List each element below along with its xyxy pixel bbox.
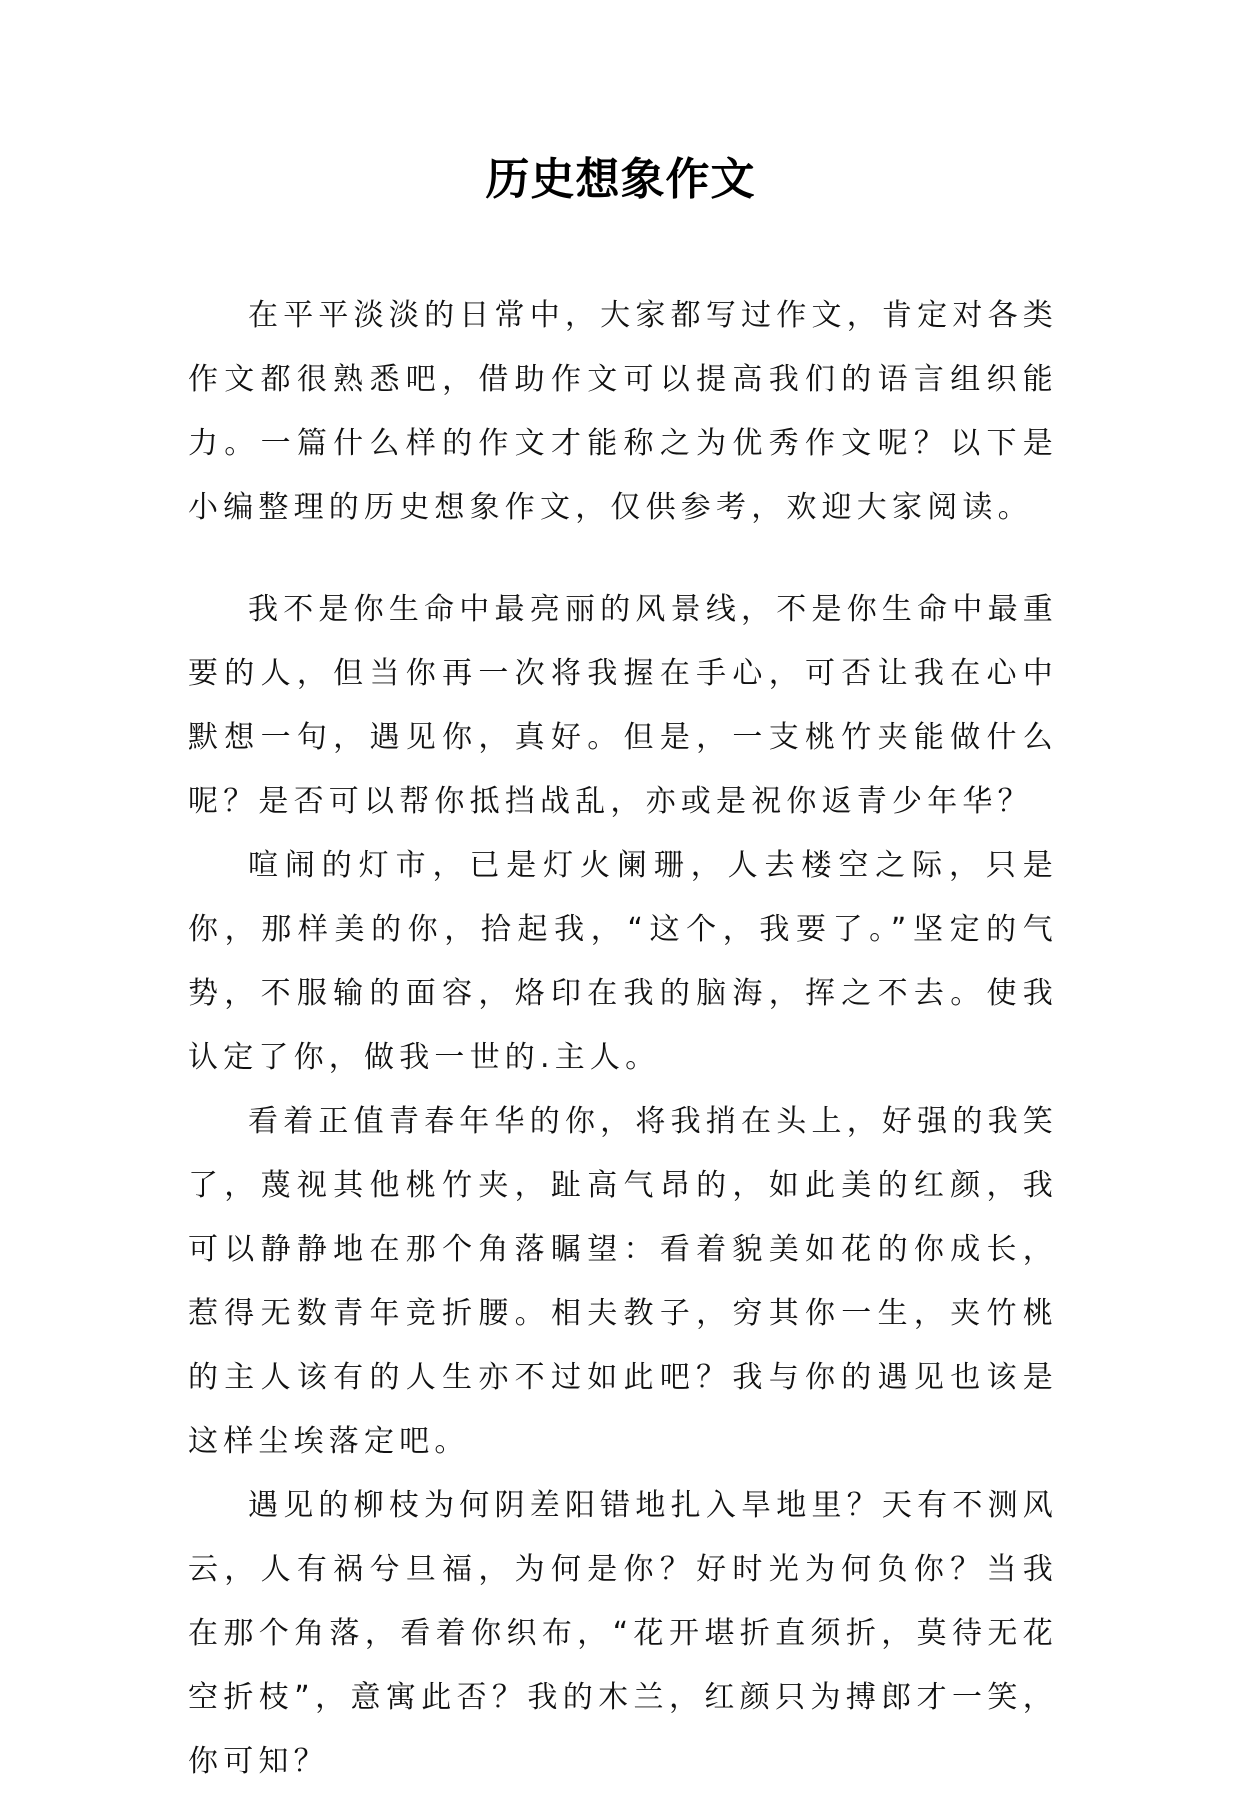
intro-paragraph: 在平平淡淡的日常中，大家都写过作文，肯定对各类作文都很熟悉吧，借助作文可以提高我们的语言组织能力。一篇什么样的作文才能称之为优秀作文呢？以下是小编整理的历史想象作文，仅供参考，欢迎大家阅读。 (188, 298, 1058, 525)
essay-paragraph-3: 看着正值青春年华的你，将我捎在头上，好强的我笑了，蔑视其他桃竹夹，趾高气昂的，如此美的红颜，我可以静静地在那个角落瞩望：看着貌美如花的你成长，惹得无数青年竞折腰。相夫教子，穷其你一生，夹竹桃的主人该有的人生亦不过如此吧？我与你的遇见也该是这样尘埃落定吧。 (188, 1104, 1058, 1459)
essay-body (188, 578, 1058, 1794)
document-title: 历史想象作文 (485, 154, 756, 205)
essay-paragraph-4: 遇见的柳枝为何阴差阳错地扎入旱地里？天有不测风云，人有祸兮旦福，为何是你？好时光为何负你？当我在那个角落，看着你织布，“花开堪折直须折，莫待无花空折枝”，意寓此否？我的木兰，红颜只为搏郎才一笑，你可知？ (188, 1488, 1058, 1779)
intro-section (188, 284, 1058, 540)
essay-paragraph-1: 我不是你生命中最亮丽的风景线，不是你生命中最重要的人，但当你再一次将我握在手心，可否让我在心中默想一句，遇见你，真好。但是，一支桃竹夹能做什么呢？是否可以帮你抵挡战乱，亦或是祝你返青少年华？ (188, 592, 1058, 819)
essay-paragraph-2: 喧闹的灯市，已是灯火阑珊，人去楼空之际，只是你，那样美的你，拾起我，“这个，我要了。”坚定的气势，不服输的面容，烙印在我的脑海，挥之不去。使我认定了你，做我一世的.主人。 (188, 848, 1058, 1075)
